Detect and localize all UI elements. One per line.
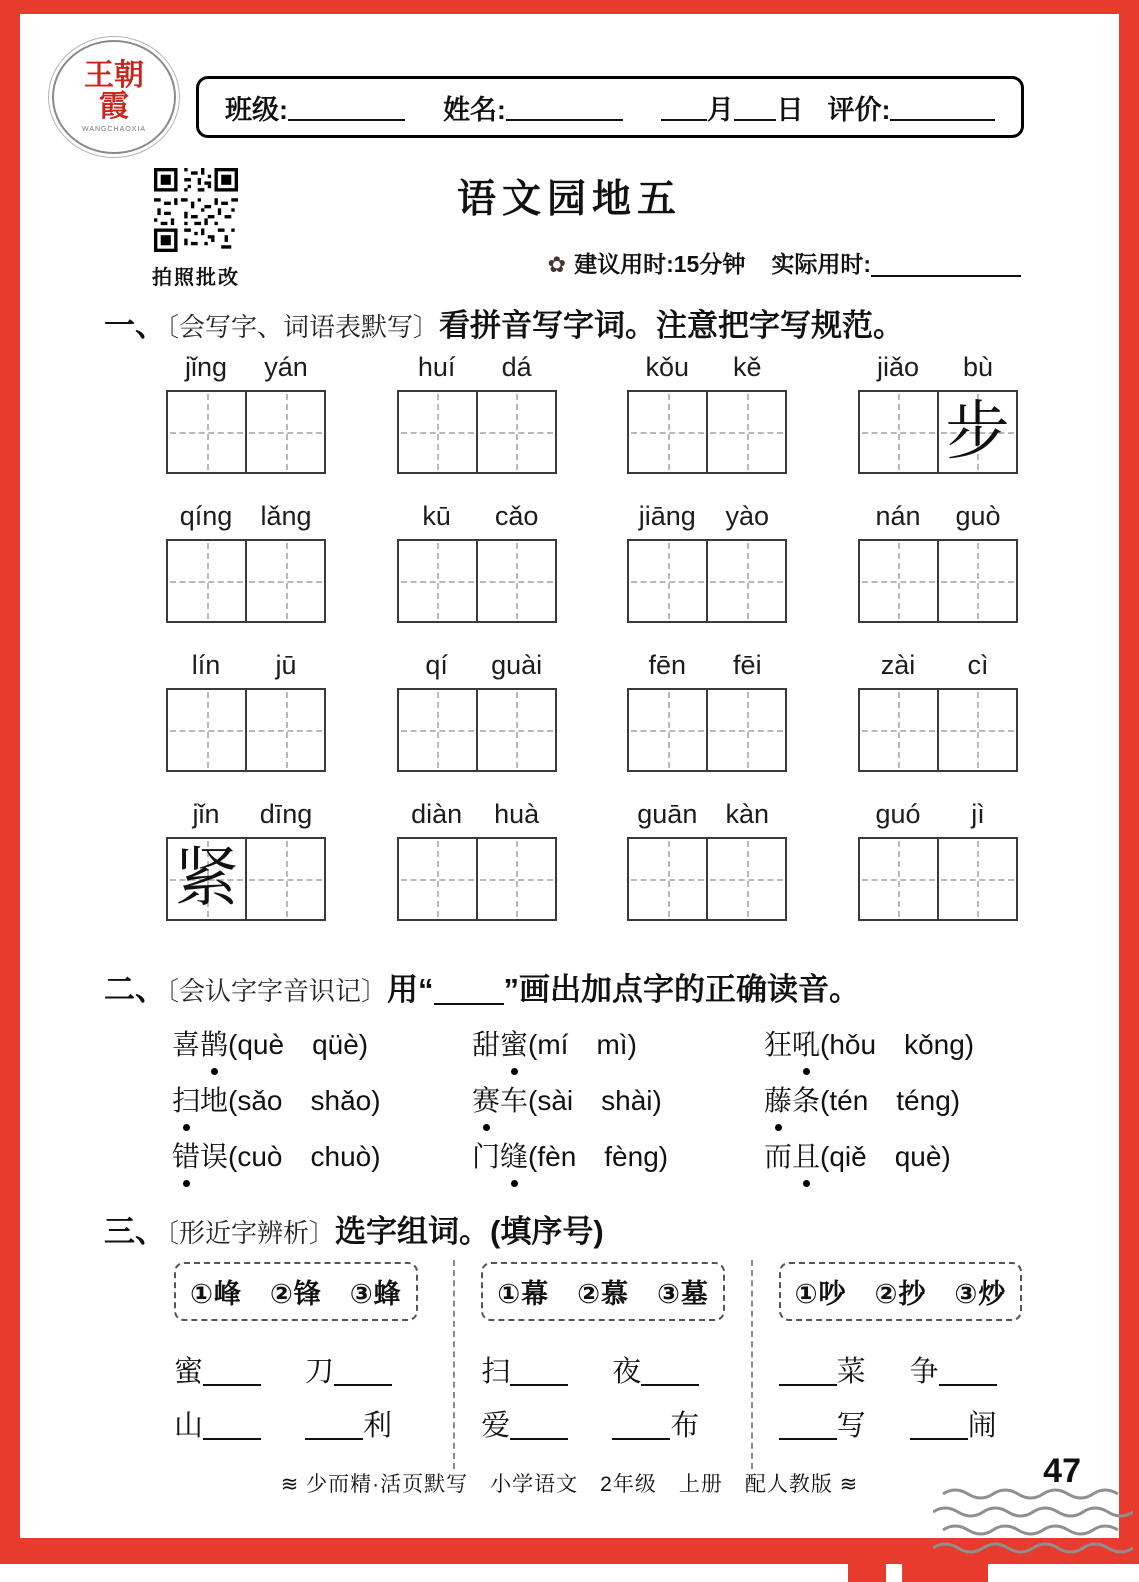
eval-blank xyxy=(890,93,995,121)
handwritten-char xyxy=(399,690,476,770)
writing-cell xyxy=(399,392,476,472)
word-group xyxy=(166,501,326,623)
writing-cell xyxy=(476,690,555,770)
handwritten-char: 步 xyxy=(945,395,1010,469)
section3-number: 三、 xyxy=(104,1214,166,1249)
class-blank xyxy=(288,93,405,121)
time-row xyxy=(0,246,1021,279)
writing-cell xyxy=(168,690,245,770)
handwritten-char xyxy=(399,392,476,472)
student-info-form xyxy=(196,76,1024,138)
options-box: ①幕 ②慕 ③墓 xyxy=(481,1262,725,1321)
word-part: 车 xyxy=(500,1085,529,1116)
handwritten-char xyxy=(860,392,937,472)
handwritten-char xyxy=(708,541,785,621)
choice-column xyxy=(753,1260,1050,1469)
word-part: 地 xyxy=(200,1085,229,1116)
writing-cell xyxy=(937,541,1016,621)
pinyin-writing-area xyxy=(166,352,1018,948)
writing-grid xyxy=(166,688,326,772)
fill-slot: 爱 xyxy=(481,1399,568,1453)
handwritten-char xyxy=(399,839,476,919)
pinyin-pair xyxy=(166,352,326,390)
word-part: 而 xyxy=(764,1141,793,1172)
handwritten-char xyxy=(247,541,324,621)
pinyin-syllable: cì xyxy=(967,650,989,680)
writing-grid xyxy=(166,539,326,623)
writing-cell xyxy=(706,690,785,770)
dotted-char: 错 xyxy=(172,1138,200,1176)
pinyin-pair xyxy=(397,650,557,688)
page-title: 语文园地五 xyxy=(456,178,682,221)
pinyin-options: (qiě què) xyxy=(820,1141,951,1172)
writing-cell xyxy=(937,839,1016,919)
handwritten-char xyxy=(629,541,706,621)
word-group xyxy=(858,799,1018,921)
pinyin-syllable: dá xyxy=(501,352,532,382)
flower-icon: ✿ xyxy=(547,252,567,277)
writing-grid xyxy=(627,688,787,772)
pinyin-syllable: jǐn xyxy=(192,799,220,829)
section2-tag: 〔会认字字音识记〕 xyxy=(166,977,388,1007)
answer-blank xyxy=(612,1410,670,1440)
character-choice-area xyxy=(158,1260,1050,1469)
section2-title-post: 画出加点字的正确读音。 xyxy=(519,972,861,1007)
writing-grid xyxy=(858,539,1018,623)
brand-logo-subtext: WANGCHAOXIA xyxy=(81,126,147,134)
writing-grid xyxy=(397,837,557,921)
section1-heading xyxy=(104,300,1039,345)
page-number: 47 xyxy=(1043,1452,1081,1490)
pinyin-syllable: kàn xyxy=(725,799,770,829)
pinyin-syllable: lín xyxy=(191,650,221,680)
pinyin-syllable: zài xyxy=(880,650,916,680)
writing-grid xyxy=(397,688,557,772)
writing-grid xyxy=(397,390,557,474)
fill-slot: 闹 xyxy=(910,1399,997,1453)
handwritten-char: 紧 xyxy=(174,842,239,916)
dotted-char: 蜜 xyxy=(500,1026,528,1064)
writing-cell xyxy=(629,541,706,621)
options-box: ①吵 ②抄 ③炒 xyxy=(779,1262,1023,1321)
answer-blank xyxy=(334,1356,392,1386)
section1-number: 一、 xyxy=(104,308,166,343)
writing-cell xyxy=(245,541,324,621)
handwritten-char xyxy=(629,839,706,919)
pinyin-pair xyxy=(166,650,326,688)
writing-cell xyxy=(245,392,324,472)
pinyin-syllable: jǐng xyxy=(184,352,228,382)
underline-blank xyxy=(434,988,504,1005)
section3-heading xyxy=(104,1206,1039,1251)
pinyin-syllable: guó xyxy=(875,799,921,829)
writing-cell xyxy=(168,541,245,621)
writing-cell xyxy=(706,392,785,472)
word-group xyxy=(166,650,326,772)
fill-slot: 布 xyxy=(612,1399,699,1453)
writing-cell xyxy=(399,690,476,770)
word-group xyxy=(397,501,557,623)
word-group xyxy=(627,352,787,474)
pinyin-syllable: guò xyxy=(955,501,1001,531)
pinyin-syllable: fēn xyxy=(648,650,687,680)
writing-grid xyxy=(166,390,326,474)
brand-logo xyxy=(52,40,176,154)
pinyin-pair xyxy=(166,501,326,539)
pronunciation-item xyxy=(764,1082,1050,1120)
word-row xyxy=(166,352,1018,474)
word-part: 喜 xyxy=(172,1029,201,1060)
fill-row xyxy=(779,1399,1042,1453)
writing-cell xyxy=(706,541,785,621)
pinyin-pair xyxy=(858,501,1018,539)
wave-decoration-icon xyxy=(933,1486,1133,1562)
answer-blank xyxy=(510,1356,568,1386)
section2-heading xyxy=(104,964,1039,1009)
close-quote: ” xyxy=(503,972,520,1007)
dotted-char: 鹊 xyxy=(200,1026,228,1064)
fill-slot: 蜜 xyxy=(174,1345,261,1399)
name-blank xyxy=(506,93,623,121)
writing-grid xyxy=(627,837,787,921)
writing-grid xyxy=(397,539,557,623)
handwritten-char xyxy=(939,839,1016,919)
pinyin-syllable: huí xyxy=(417,352,456,382)
suggested-time: 建议用时:15分钟 xyxy=(574,251,746,277)
fill-slot: 菜 xyxy=(779,1345,866,1399)
day-label: 日 xyxy=(776,94,804,125)
pronunciation-item xyxy=(172,1082,472,1120)
pinyin-pair xyxy=(397,799,557,837)
footer-text: ≋ 少而精·活页默写 小学语文 2年级 上册 配人教版 ≋ xyxy=(280,1473,859,1496)
word-group xyxy=(858,650,1018,772)
answer-blank xyxy=(510,1410,568,1440)
fill-row xyxy=(174,1399,445,1453)
word-group xyxy=(397,650,557,772)
fill-row xyxy=(481,1345,742,1399)
pinyin-syllable: qíng xyxy=(179,501,233,531)
word-group xyxy=(858,501,1018,623)
pinyin-syllable: qí xyxy=(425,650,448,680)
writing-cell xyxy=(860,392,937,472)
fill-row xyxy=(481,1399,742,1453)
answer-blank xyxy=(779,1410,837,1440)
answer-blank xyxy=(779,1356,837,1386)
month-blank xyxy=(661,93,707,121)
writing-cell xyxy=(168,839,245,919)
answer-blank xyxy=(910,1410,968,1440)
writing-cell xyxy=(937,690,1016,770)
handwritten-char xyxy=(708,690,785,770)
fill-slot: 刀 xyxy=(305,1345,392,1399)
handwritten-char xyxy=(708,839,785,919)
pinyin-syllable: yào xyxy=(725,501,770,531)
section3-tag: 〔形近字辨析〕 xyxy=(166,1219,336,1249)
handwritten-char xyxy=(478,392,555,472)
pinyin-syllable: cǎo xyxy=(494,501,539,531)
writing-cell xyxy=(245,690,324,770)
writing-cell xyxy=(937,392,1016,472)
pinyin-syllable: nán xyxy=(875,501,921,531)
pinyin-syllable: guài xyxy=(491,650,543,680)
choice-column xyxy=(455,1260,752,1469)
handwritten-char xyxy=(168,690,245,770)
pinyin-options: (tén téng) xyxy=(820,1085,961,1116)
word-row xyxy=(166,501,1018,623)
writing-grid xyxy=(858,390,1018,474)
answer-blank xyxy=(641,1356,699,1386)
word-group xyxy=(627,799,787,921)
pronunciation-item xyxy=(472,1082,764,1120)
word-part: 条 xyxy=(792,1085,821,1116)
writing-cell xyxy=(476,392,555,472)
pronunciation-item xyxy=(472,1138,764,1176)
pinyin-pair xyxy=(627,501,787,539)
word-part: 误 xyxy=(200,1141,229,1172)
pronunciation-item xyxy=(172,1026,472,1064)
dotted-char: 吼 xyxy=(792,1026,820,1064)
writing-cell xyxy=(245,839,324,919)
fill-slot: 利 xyxy=(305,1399,392,1453)
word-part: 门 xyxy=(472,1141,501,1172)
handwritten-char xyxy=(247,690,324,770)
pinyin-syllable: kě xyxy=(733,352,762,382)
pinyin-syllable: dīng xyxy=(259,799,313,829)
pronunciation-item xyxy=(472,1026,764,1064)
section1-tag: 〔会写字、词语表默写〕 xyxy=(166,313,440,343)
handwritten-char xyxy=(860,839,937,919)
word-group xyxy=(627,501,787,623)
section1-title: 看拼音写字词。注意把字写规范。 xyxy=(439,308,905,343)
word-group xyxy=(166,352,326,474)
pinyin-pair xyxy=(397,352,557,390)
writing-cell xyxy=(629,392,706,472)
word-group xyxy=(627,650,787,772)
writing-grid xyxy=(627,539,787,623)
handwritten-char xyxy=(478,690,555,770)
month-label: 月 xyxy=(706,94,734,125)
writing-cell xyxy=(168,392,245,472)
handwritten-char xyxy=(939,690,1016,770)
actual-time-label: 实际用时: xyxy=(771,251,871,277)
handwritten-char xyxy=(168,392,245,472)
handwritten-char xyxy=(629,690,706,770)
pinyin-options: (hǒu kǒng) xyxy=(820,1029,975,1060)
pinyin-pair xyxy=(858,650,1018,688)
writing-grid xyxy=(627,390,787,474)
handwritten-char xyxy=(860,690,937,770)
word-group xyxy=(397,352,557,474)
word-part: 甜 xyxy=(472,1029,501,1060)
writing-cell xyxy=(860,541,937,621)
pinyin-syllable: fēi xyxy=(733,650,762,680)
fill-row xyxy=(174,1345,445,1399)
dotted-char: 扫 xyxy=(172,1082,200,1120)
pinyin-syllable: jiǎo xyxy=(876,352,919,382)
answer-blank xyxy=(305,1410,363,1440)
fill-row xyxy=(779,1345,1042,1399)
pinyin-pair xyxy=(858,352,1018,390)
writing-cell xyxy=(706,839,785,919)
writing-cell xyxy=(476,839,555,919)
writing-grid xyxy=(166,837,326,921)
writing-grid xyxy=(858,837,1018,921)
writing-cell xyxy=(860,690,937,770)
handwritten-char xyxy=(247,392,324,472)
pinyin-pair xyxy=(627,650,787,688)
pinyin-options: (mí mì) xyxy=(528,1029,637,1060)
writing-cell xyxy=(399,541,476,621)
pinyin-pair xyxy=(858,799,1018,837)
day-blank xyxy=(734,93,777,121)
pinyin-syllable: kū xyxy=(422,501,451,531)
dotted-char: 藤 xyxy=(764,1082,792,1120)
dotted-char: 缝 xyxy=(500,1138,528,1176)
pinyin-options: (què qüè) xyxy=(228,1029,369,1060)
options-box: ①峰 ②锋 ③蜂 xyxy=(174,1262,418,1321)
pinyin-pair xyxy=(627,352,787,390)
section3-title: 选字组词。(填序号) xyxy=(335,1214,604,1249)
brand-logo-text: 王朝霞 xyxy=(84,57,144,124)
word-group xyxy=(397,799,557,921)
pinyin-syllable: yán xyxy=(264,352,308,382)
handwritten-char xyxy=(708,392,785,472)
pinyin-syllable: jiāng xyxy=(638,501,696,531)
writing-cell xyxy=(629,839,706,919)
fill-slot: 争 xyxy=(910,1345,997,1399)
choice-column xyxy=(158,1260,455,1469)
actual-time-blank xyxy=(871,253,1021,277)
pinyin-syllable: lǎng xyxy=(260,501,312,531)
qr-label: 拍照批改 xyxy=(152,267,240,289)
pinyin-pair xyxy=(166,799,326,837)
handwritten-char xyxy=(478,541,555,621)
fill-slot: 夜 xyxy=(612,1345,699,1399)
pinyin-options: (fèn fèng) xyxy=(528,1141,669,1172)
word-part: 狂 xyxy=(764,1029,793,1060)
writing-cell xyxy=(860,839,937,919)
open-quote: “ xyxy=(418,972,434,1007)
pronunciation-item xyxy=(764,1138,1050,1176)
answer-blank xyxy=(203,1356,261,1386)
handwritten-char xyxy=(247,839,324,919)
pinyin-syllable: diàn xyxy=(411,799,463,829)
dotted-char: 且 xyxy=(792,1138,820,1176)
pinyin-pair xyxy=(397,501,557,539)
handwritten-char xyxy=(399,541,476,621)
pinyin-syllable: kǒu xyxy=(645,352,690,382)
writing-cell xyxy=(629,690,706,770)
class-label: 班级: xyxy=(225,94,288,125)
pinyin-options: (sǎo shǎo) xyxy=(228,1085,381,1116)
section2-number: 二、 xyxy=(104,972,166,1007)
fill-slot: 写 xyxy=(779,1399,866,1453)
pinyin-syllable: bù xyxy=(962,352,993,382)
handwritten-char xyxy=(478,839,555,919)
pinyin-syllable: huà xyxy=(494,799,540,829)
dotted-char: 赛 xyxy=(472,1082,500,1120)
writing-cell xyxy=(399,839,476,919)
word-group xyxy=(858,352,1018,474)
fill-slot: 山 xyxy=(174,1399,261,1453)
bottom-red-tab xyxy=(848,1564,886,1582)
pinyin-syllable: jū xyxy=(275,650,297,680)
writing-grid xyxy=(858,688,1018,772)
answer-blank xyxy=(203,1410,261,1440)
handwritten-char xyxy=(860,541,937,621)
name-label: 姓名: xyxy=(442,94,506,125)
pronunciation-item xyxy=(764,1026,1050,1064)
section2-title-pre: 用 xyxy=(387,972,419,1007)
word-group xyxy=(166,799,326,921)
answer-blank xyxy=(939,1356,997,1386)
handwritten-char xyxy=(939,541,1016,621)
pinyin-options: (cuò chuò) xyxy=(228,1141,381,1172)
pronunciation-items xyxy=(172,1026,1050,1176)
eval-label: 评价: xyxy=(827,94,891,125)
pinyin-syllable: jì xyxy=(971,799,985,829)
handwritten-char xyxy=(629,392,706,472)
pronunciation-item xyxy=(172,1138,472,1176)
word-row xyxy=(166,650,1018,772)
pinyin-syllable: guān xyxy=(637,799,698,829)
fill-slot: 扫 xyxy=(481,1345,568,1399)
word-row xyxy=(166,799,1018,921)
handwritten-char xyxy=(168,541,245,621)
writing-cell xyxy=(476,541,555,621)
bottom-red-tab xyxy=(902,1564,988,1582)
pinyin-options: (sài shài) xyxy=(528,1085,662,1116)
pinyin-pair xyxy=(627,799,787,837)
